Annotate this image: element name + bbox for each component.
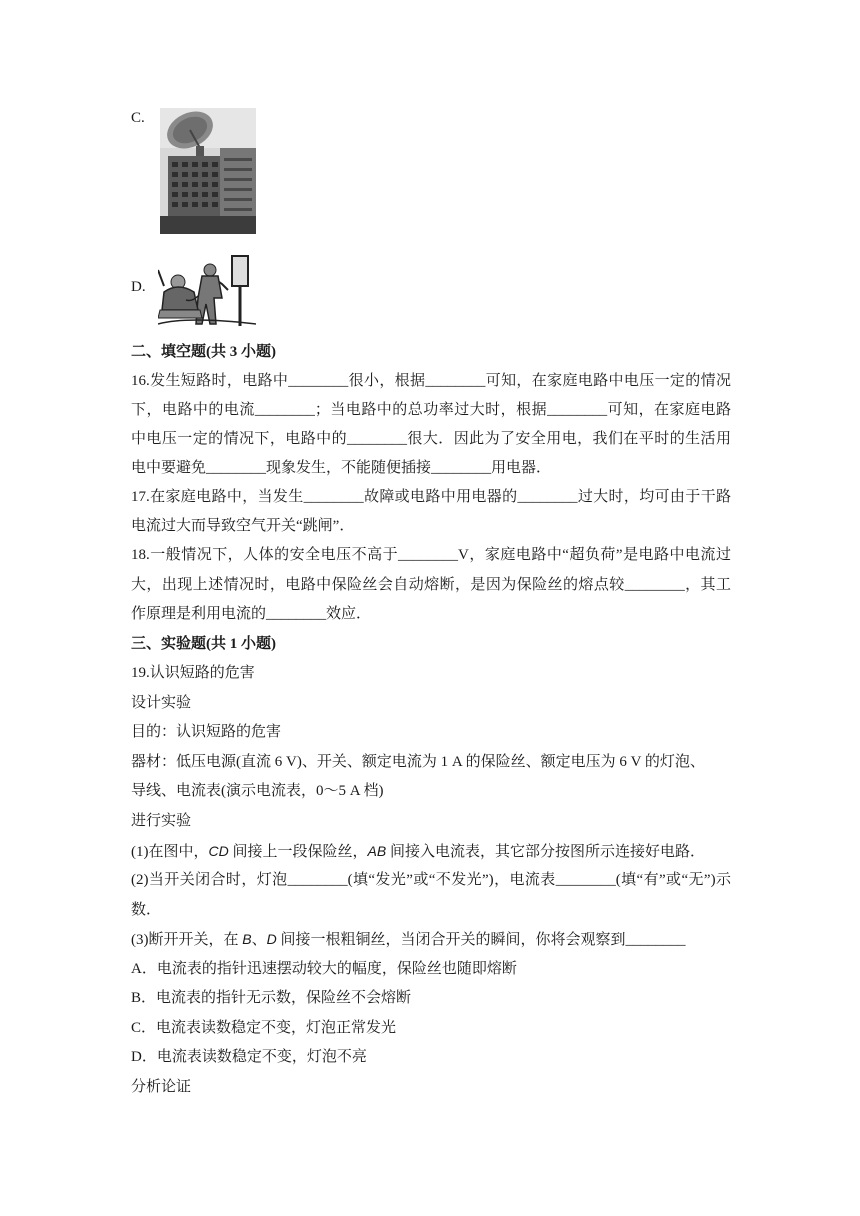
q17-line-1: 17.在家庭电路中，当发生________故障或电路中用电器的________过大时，均可由于干路 [131,489,731,505]
design-label: 设计实验 [131,695,192,711]
q18-line-1: 18.一般情况下，人体的安全电压不高于________V，家庭电路中“超负荷”是电路中电流过 [131,547,731,563]
step-2-line-1: (2)当开关闭合时，灯泡________(填“发光”或“不发光”)，电流表________(填“有”或“无”)示 [131,872,731,888]
q16-line-1: 16.发生短路时，电路中________很小，根据________可知，在家庭电路中电压一定的情况 [131,373,731,389]
purpose-line: 目的：认识短路的危害 [131,724,282,740]
section-2-heading: 二、填空题(共 3 小题) [131,344,276,360]
step-2-line-2: 数． [131,902,162,918]
option-d [131,279,146,296]
equipment-line-2: 导线、电流表(演示电流表，0～5 A 档) [131,783,384,799]
option-c [131,110,145,127]
step-3 [131,926,731,953]
proceed-label: 进行实验 [131,813,192,829]
step-3-sep: 、 [251,932,267,948]
q18-line-3: 作原理是利用电流的________效应． [131,606,372,622]
section-3-heading: 三、实验题(共 1 小题) [131,636,276,652]
satellite-dish-building-photo [160,108,256,234]
analysis-label: 分析论证 [131,1079,192,1095]
label-ab: AB [367,843,387,859]
option-d-letter: D. [131,279,146,295]
step-1 [131,838,731,865]
q18-line-2: 大，出现上述情况时，电路中保险丝会自动熔断，是因为保险丝的熔点较________，其工 [131,577,731,593]
label-d: D [266,931,277,947]
q16-line-4: 电中要避免________现象发生，不能随便插接________用电器． [131,460,552,476]
step-1-pre: (1)在图中， [131,844,209,860]
q19-title: 19.认识短路的危害 [131,665,255,681]
step-3-post: 间接一根粗铜丝，当闭合开关的瞬间，你将会观察到________ [276,932,686,948]
choice-a: A．电流表的指针迅速摆动较大的幅度，保险丝也随即熔断 [131,961,517,977]
option-c-letter: C. [131,110,145,126]
step-1-mid: 间接上一段保险丝， [228,844,368,860]
step-3-pre: (3)断开开关，在 [131,932,243,948]
equipment-line-1: 器材：低压电源(直流 6 V)、开关、额定电流为 1 A 的保险丝、额定电压为 6 V 的灯泡、 [131,754,705,770]
workers-repair-power-box-illustration [158,246,256,330]
label-cd: CD [208,843,229,859]
q16-line-3: 中电压一定的情况下，电路中的________很大．因此为了安全用电，我们在平时的生活用 [131,431,731,447]
q16-line-2: 下，电路中的电流________；当电路中的总功率过大时，根据________可知，在家庭电路 [131,402,731,418]
choice-b: B．电流表的指针无示数，保险丝不会熔断 [131,990,412,1006]
choice-d: D．电流表读数稳定不变，灯泡不亮 [131,1049,367,1065]
choice-c: C．电流表读数稳定不变，灯泡正常发光 [131,1020,397,1036]
label-b: B [242,931,252,947]
q17-line-2: 电流过大而导致空气开关“跳闸”． [131,518,355,534]
step-1-post: 间接入电流表，其它部分按图所示连接好电路． [386,844,705,860]
